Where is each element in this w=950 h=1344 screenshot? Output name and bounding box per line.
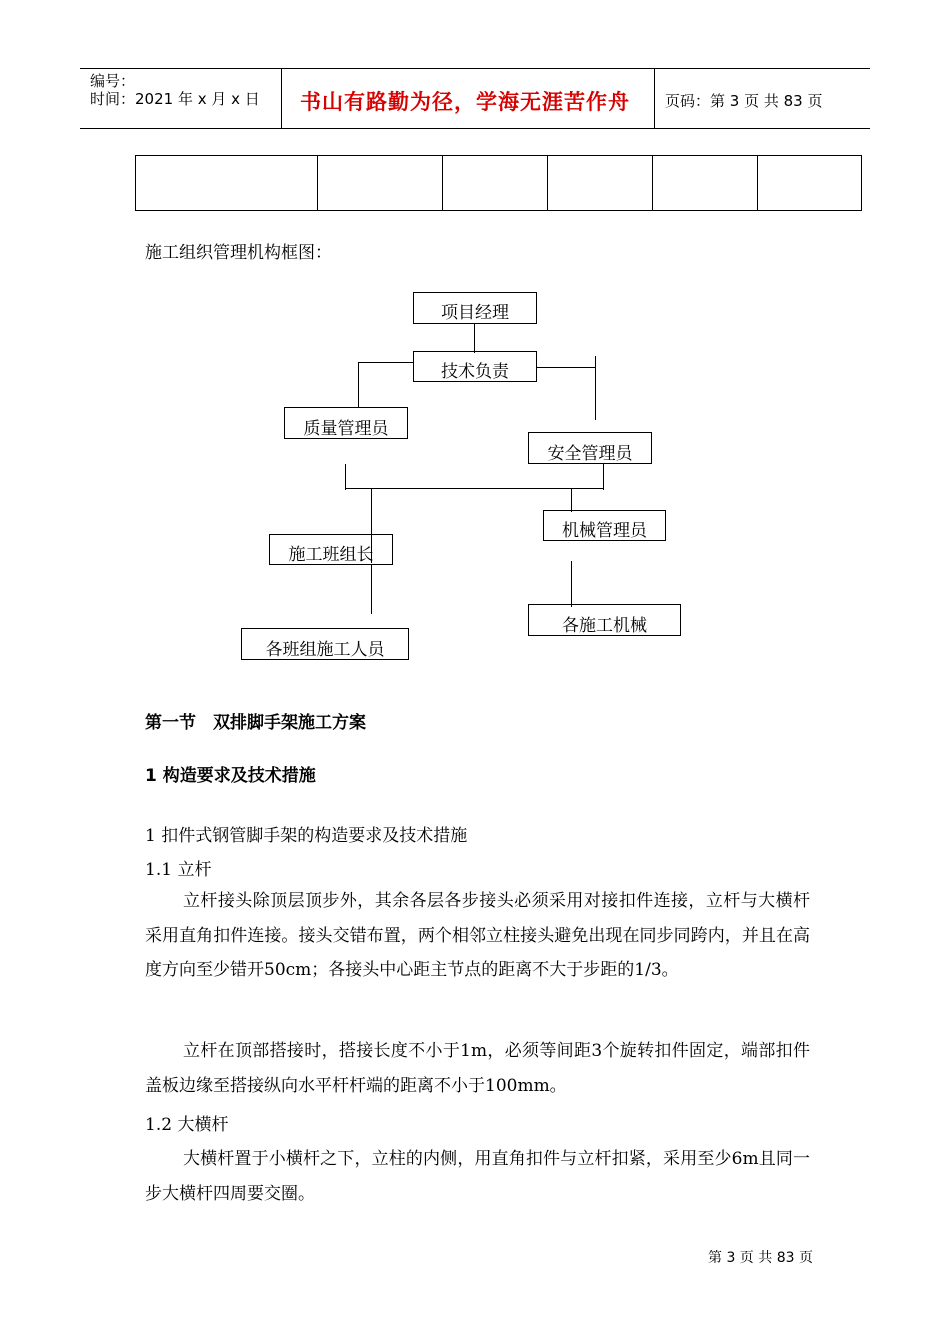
header-motto: 书山有路勤为径，学海无涯苦作舟 (300, 90, 630, 114)
table-cell-divider (547, 156, 548, 210)
connector-line (595, 356, 596, 420)
header-divider (281, 68, 282, 129)
org-box-quality-manager: 质量管理员 (284, 407, 408, 439)
connector-line (474, 323, 475, 353)
subsection-heading-uprights: 1.1 立杆 (145, 860, 212, 880)
page-footer: 第 3 页 共 83 页 (708, 1250, 813, 1266)
org-box-technical-lead: 技术负责 (413, 351, 537, 382)
subsection-heading: 1 扣件式钢管脚手架的构造要求及技术措施 (145, 826, 468, 846)
paragraph-upright-lap: 立杆在顶部搭接时，搭接长度不小于1m，必须等间距3个旋转扣件固定，端部扣件盖板边缘至搭接纵向水平杆杆端的距离不小于100mm。 (145, 1041, 810, 1096)
header-page-number: 页码：第 3 页 共 83 页 (665, 92, 823, 110)
connector-line (358, 362, 359, 408)
connector-line (603, 464, 604, 490)
document-number-label: 编号： (90, 72, 136, 90)
table-cell-divider (757, 156, 758, 210)
header-top-rule (80, 68, 870, 69)
org-box-safety-manager: 安全管理员 (528, 432, 652, 464)
org-box-team-leader: 施工班组长 (269, 534, 393, 565)
header-divider (654, 68, 655, 129)
connector-line (345, 464, 346, 490)
header-bottom-rule (80, 128, 870, 129)
org-box-project-manager: 项目经理 (413, 292, 537, 324)
document-time-label: 时间：2021 年 x 月 x 日 (90, 90, 260, 108)
table-cell-divider (317, 156, 318, 210)
subsection-heading-ledger: 1.2 大横杆 (145, 1115, 229, 1135)
section-subtitle: 1 构造要求及技术措施 (145, 766, 316, 786)
table-cell-divider (652, 156, 653, 210)
org-box-workers: 各班组施工人员 (241, 628, 409, 660)
connector-line (345, 488, 603, 489)
connector-line (571, 488, 572, 512)
connector-line (358, 362, 414, 363)
connector-line (536, 367, 596, 368)
section-title: 第一节 双排脚手架施工方案 (145, 713, 366, 733)
table-cell-divider (442, 156, 443, 210)
paragraph-uprights: 立杆接头除顶层顶步外，其余各层各步接头必须采用对接扣件连接，立杆与大横杆采用直角扣件连接。接头交错布置，两个相邻立柱接头避免出现在同步同跨内，并且在高度方向至少错开50cm；各接头中心距主节点的距离不大于步距的1/3。 (145, 891, 810, 980)
org-chart-caption: 施工组织管理机构框图： (145, 243, 332, 263)
connector-line (371, 564, 372, 614)
connector-line (571, 561, 572, 607)
paragraph-ledger: 大横杆置于小横杆之下，立柱的内侧，用直角扣件与立杆扣紧，采用至少6m且同一步大横杆四周要交圈。 (145, 1149, 810, 1204)
org-box-construction-machinery: 各施工机械 (528, 604, 681, 636)
org-box-machinery-manager: 机械管理员 (543, 510, 666, 541)
empty-table-row (135, 155, 862, 211)
